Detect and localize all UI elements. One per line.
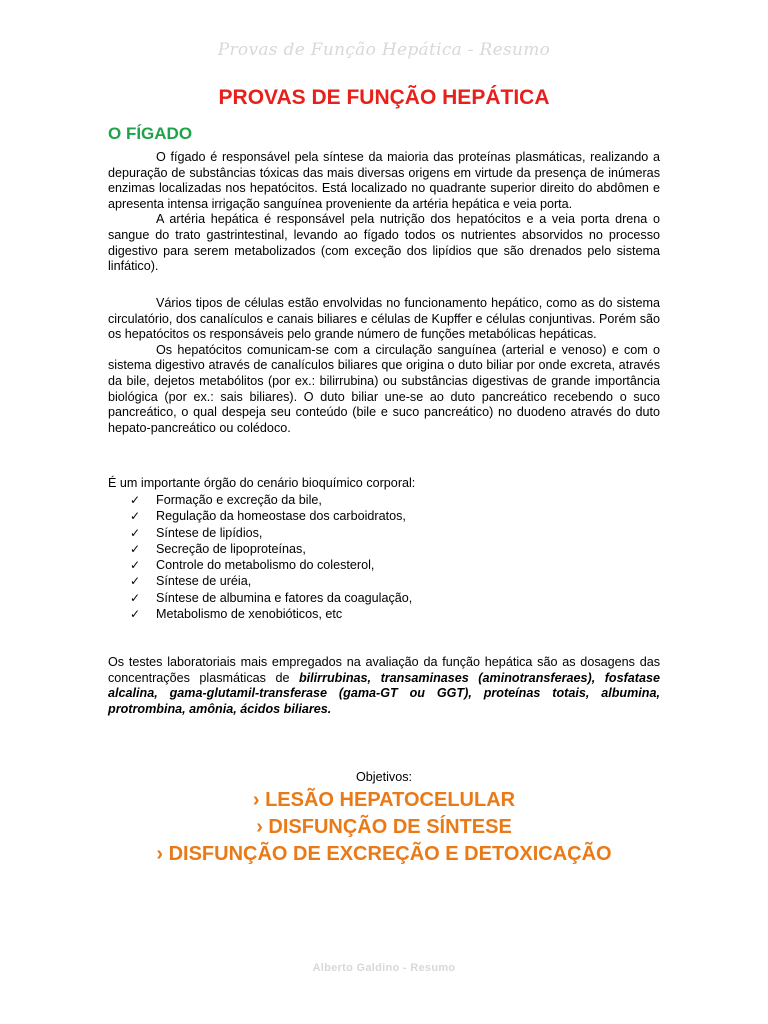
- list-intro: [108, 476, 660, 492]
- checkmark-icon: ✓: [130, 541, 141, 556]
- paragraph: É um importante órgão do cenário bioquímico corporal:: [108, 476, 416, 490]
- checkmark-icon: ✓: [130, 493, 141, 507]
- checkmark-icon: ✓: [130, 525, 141, 540]
- page-title: PROVAS DE FUNÇÃO HEPÁTICA: [218, 86, 550, 109]
- list-item-label: Controle do metabolismo do colesterol,: [156, 558, 375, 573]
- tests-intro: Os testes laboratoriais mais empregados na avaliação da função hepática são as dosagens das concentrações plasmáticas de: [108, 655, 660, 685]
- paragraph: O fígado é responsável pela síntese da maioria das proteínas plasmáticas, realizando a depuração de substâncias tóxicas das mais diversas origens em virtude da presença de inúmeras enzimas localizadas nos hepatócitos. Está localizado no quadrante superior direito do abdômen e apresenta intensa irrigação sanguínea proveniente da artéria hepática e veia porta.: [108, 150, 660, 211]
- cells-paragraphs: [108, 296, 660, 436]
- list-item-label: Síntese de albumina e fatores da coagulação,: [156, 590, 413, 605]
- functions-list: [130, 492, 412, 622]
- checkmark-icon: ✓: [130, 590, 141, 605]
- objective-item: › DISFUNÇÃO DE SÍNTESE: [256, 816, 512, 838]
- paragraph: Vários tipos de células estão envolvidas no funcionamento hepático, como as do sistema circulatório, dos canalículos e canais biliares e células de Kupffer e células conjuntivas. Porém são os hepatócitos os responsáveis pelo grande número de funções metabólicas hepáticas.: [108, 296, 660, 342]
- list-item: [130, 590, 412, 606]
- list-item: [130, 525, 412, 541]
- list-item-label: Metabolismo de xenobióticos, etc: [156, 607, 343, 622]
- list-item: [130, 508, 412, 524]
- objectives-label: Objetivos:: [356, 770, 412, 784]
- intro-paragraphs: [108, 150, 660, 275]
- list-item: [130, 557, 412, 573]
- paragraph: Os hepatócitos comunicam-se com a circulação sanguínea (arterial e venoso) e com o sistema digestivo através de canalículos biliares que origina o duto biliar por onde excreta, através da bile, dejetos metabólitos (por ex.: bilirrubina) ou substâncias digestivas de grande importância biológica (por ex.: sais biliares). O duto biliar une-se ao duto pancreático recebendo o suco pancreático, o qual despeja seu conteúdo (bile e suco pancreático) no duodeno através do duto hepato-pancreático ou colédoco.: [108, 342, 660, 435]
- list-item: [130, 573, 412, 589]
- list-item: [130, 606, 412, 622]
- checkmark-icon: ✓: [130, 509, 141, 524]
- list-item-label: Regulação da homeostase dos carboidratos,: [156, 509, 406, 524]
- checkmark-icon: ✓: [130, 574, 141, 589]
- section-heading: O FÍGADO: [108, 124, 193, 143]
- list-item: [130, 541, 412, 557]
- tests-list: bilirrubinas, transaminases (aminotransferaes), fosfatase alcalina, gama-glutamil-transferase (gama-GT ou GGT), proteínas totais, albumina, protrombina, amônia, ácidos biliares.: [108, 670, 661, 716]
- running-header: Provas de Função Hepática - Resumo: [217, 40, 551, 60]
- running-footer: Alberto Galdino - Resumo: [312, 962, 456, 974]
- list-item-label: Formação e excreção da bile,: [156, 493, 322, 507]
- checkmark-icon: ✓: [130, 558, 141, 573]
- paragraph: A artéria hepática é responsável pela nutrição dos hepatócitos e a veia porta drena o sangue do trato gastrintestinal, levando ao fígado todos os nutrientes absorvidos no processo digestivo para serem metabolizados (com exceção dos lipídios que são drenados pelo sistema linfático).: [108, 212, 660, 274]
- list-item-label: Síntese de uréia,: [156, 574, 252, 589]
- tests-paragraph: [108, 655, 660, 717]
- list-item: [130, 492, 412, 508]
- list-item-label: Secreção de lipoproteínas,: [156, 541, 306, 556]
- list-item-label: Síntese de lipídios,: [156, 525, 263, 540]
- objective-item: › LESÃO HEPATOCELULAR: [252, 789, 516, 811]
- objective-item: › DISFUNÇÃO DE EXCREÇÃO E DETOXICAÇÃO: [156, 843, 612, 865]
- checkmark-icon: ✓: [130, 607, 141, 622]
- paragraph: [108, 655, 660, 717]
